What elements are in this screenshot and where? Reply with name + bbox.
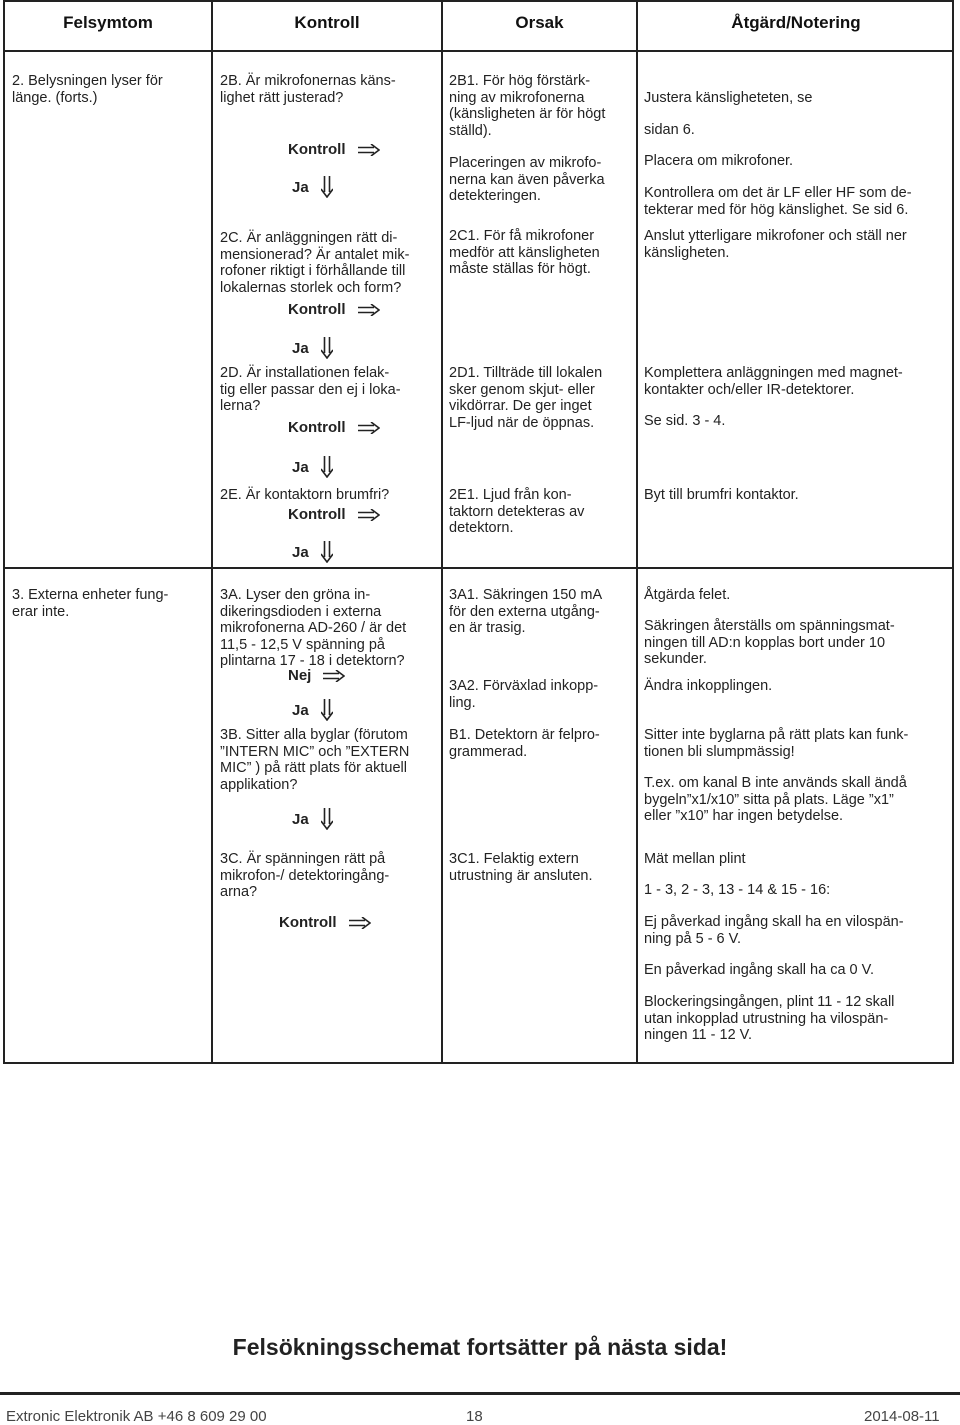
cause-3a1: 3A1. Säkringen 150 mA för den externa utgång- en är trasig. — [449, 587, 603, 636]
check-2b: 2B. Är mikrofonernas käns- lighet rätt justerad? — [220, 73, 396, 106]
action-2d1: Komplettera anläggningen med magnet- kontakter och/eller IR-detektorer. — [644, 365, 903, 398]
page-number: 18 — [466, 1408, 483, 1425]
document-date: 2014-08-11 — [864, 1408, 940, 1425]
action-2d1-page: Se sid. 3 - 4. — [644, 413, 726, 429]
ja-label: Ja — [292, 178, 309, 196]
check-3b: 3B. Sitter alla byglar (förutom ”INTERN MIC” och ”EXTERN MIC” ) på rätt plats för aktuell applikation? — [220, 727, 410, 793]
double-arrow-down-icon — [321, 699, 333, 721]
cause-3b1: B1. Detektorn är felpro- grammerad. — [449, 727, 600, 760]
action-3a1: Åtgärda felet. — [644, 587, 731, 603]
ja-label: Ja — [292, 701, 309, 719]
kontroll-label: Kontroll — [288, 419, 346, 436]
ja-label: Ja — [292, 810, 309, 828]
flow-2e-kontroll — [288, 506, 380, 523]
action-3c1-terminals: 1 - 3, 2 - 3, 13 - 14 & 15 - 16: — [644, 882, 831, 898]
symptom-2: 2. Belysningen lyser för länge. (forts.) — [12, 73, 163, 106]
action-3a2: Ändra inkopplingen. — [644, 678, 773, 694]
cause-2b1: 2B1. För hög förstärk- ning av mikrofonerna (känsligheten är för högt ställd). — [449, 73, 606, 139]
check-2c: 2C. Är anläggningen rätt di- mensionerad? Är antalet mik- rofoner riktigt i förhållande till lokalernas storlek och form? — [220, 230, 410, 296]
ja-label: Ja — [292, 458, 309, 476]
flow-3c-kontroll — [279, 914, 371, 931]
nej-label: Nej — [288, 667, 312, 684]
cause-3a2: 3A2. Förväxlad inkopp- ling. — [449, 678, 599, 711]
symptom-3: 3. Externa enheter fung- erar inte. — [12, 587, 169, 620]
check-3a: 3A. Lyser den gröna in- dikeringsdioden i externa mikrofonerna AD-260 / är det 11,5 - 12,5 V spänning på plintarna 17 - 18 i detektorn? — [220, 587, 407, 669]
double-arrow-right-icon — [323, 670, 345, 682]
flow-3b-ja — [292, 808, 333, 830]
flow-2c-ja — [292, 337, 333, 359]
column-divider-2 — [441, 0, 443, 1064]
kontroll-label: Kontroll — [288, 301, 346, 318]
continue-notice: Felsökningsschemat fortsätter på nästa sida! — [232, 1334, 728, 1360]
action-3c1-blocking: Blockeringsingången, plint 11 - 12 skall utan inkopplad utrustning ha vilospän- ningen 11 - 12 V. — [644, 994, 895, 1043]
check-3c: 3C. Är spänningen rätt på mikrofon-/ detektoringång- arna? — [220, 851, 390, 900]
header-kontroll: Kontroll — [294, 13, 360, 32]
ja-label: Ja — [292, 543, 309, 561]
header-divider — [3, 50, 954, 52]
double-arrow-right-icon — [358, 144, 380, 156]
action-2b1-relocate: Placera om mikrofoner. — [644, 153, 794, 169]
flow-2d-kontroll — [288, 419, 380, 436]
flow-3a-ja — [292, 699, 333, 721]
flow-3a-nej — [288, 667, 345, 684]
double-arrow-right-icon — [358, 509, 380, 521]
action-3b1: Sitter inte byglarna på rätt plats kan funk- tionen bli slumpmässig! — [644, 727, 909, 760]
flow-2b-kontroll — [288, 141, 380, 158]
flow-2b-ja — [292, 176, 333, 198]
column-divider-3 — [636, 0, 638, 1064]
double-arrow-down-icon — [321, 337, 333, 359]
double-arrow-down-icon — [321, 456, 333, 478]
cause-3c1: 3C1. Felaktig extern utrustning är ansluten. — [449, 851, 593, 884]
footer-divider — [0, 1392, 960, 1395]
action-2b1-page: sidan 6. — [644, 122, 695, 138]
action-2c1: Anslut ytterligare mikrofoner och ställ ner känsligheten. — [644, 228, 907, 261]
action-2b1-adjust: Justera känsligheteten, se — [644, 90, 813, 106]
action-2e1: Byt till brumfri kontaktor. — [644, 487, 799, 503]
action-2b1-check: Kontrollera om det är LF eller HF som de- tekterar med för hög känslighet. Se sid 6. — [644, 185, 912, 218]
kontroll-label: Kontroll — [288, 141, 346, 158]
double-arrow-down-icon — [321, 176, 333, 198]
check-2e: 2E. Är kontaktorn brumfri? — [220, 487, 390, 503]
double-arrow-right-icon — [349, 917, 371, 929]
action-3a1-reset: Säkringen återställs om spänningsmat- ningen till AD:n kopplas bort under 10 sekunder. — [644, 618, 895, 667]
header-felsymtom: Felsymtom — [63, 13, 153, 32]
action-3c1-active: En påverkad ingång skall ha ca 0 V. — [644, 962, 875, 978]
kontroll-label: Kontroll — [279, 914, 337, 931]
check-2d: 2D. Är installationen felak- tig eller passar den ej i loka- lerna? — [220, 365, 401, 414]
company-info: Extronic Elektronik AB +46 8 609 29 00 — [6, 1408, 267, 1425]
flow-2d-ja — [292, 456, 333, 478]
column-divider-1 — [211, 0, 213, 1064]
header-orsak: Orsak — [515, 13, 564, 32]
cause-2d1: 2D1. Tillträde till lokalen sker genom skjut- eller vikdörrar. De ger inget LF-ljud när de öppnas. — [449, 365, 603, 431]
cause-2b1-placement: Placeringen av mikrofo- nerna kan även påverka detekteringen. — [449, 155, 605, 204]
cause-2e1: 2E1. Ljud från kon- taktorn detekteras av detektorn. — [449, 487, 585, 536]
double-arrow-right-icon — [358, 422, 380, 434]
flow-2c-kontroll — [288, 301, 380, 318]
double-arrow-down-icon — [321, 541, 333, 563]
ja-label: Ja — [292, 339, 309, 357]
action-3b1-example: T.ex. om kanal B inte används skall ändå bygeln”x1/x10” sitta på plats. Läge ”x1” eller ”x10” har ingen betydelse. — [644, 775, 907, 824]
flow-2e-ja — [292, 541, 333, 563]
double-arrow-right-icon — [358, 304, 380, 316]
action-3c1-measure: Mät mellan plint — [644, 851, 746, 867]
action-3c1-idle: Ej påverkad ingång skall ha en vilospän- ning på 5 - 6 V. — [644, 914, 904, 947]
header-atgard: Åtgärd/Notering — [731, 13, 861, 32]
cause-2c1: 2C1. För få mikrofoner medför att känsligheten måste ställas för högt. — [449, 228, 600, 277]
double-arrow-down-icon — [321, 808, 333, 830]
kontroll-label: Kontroll — [288, 506, 346, 523]
section-divider — [3, 567, 954, 569]
